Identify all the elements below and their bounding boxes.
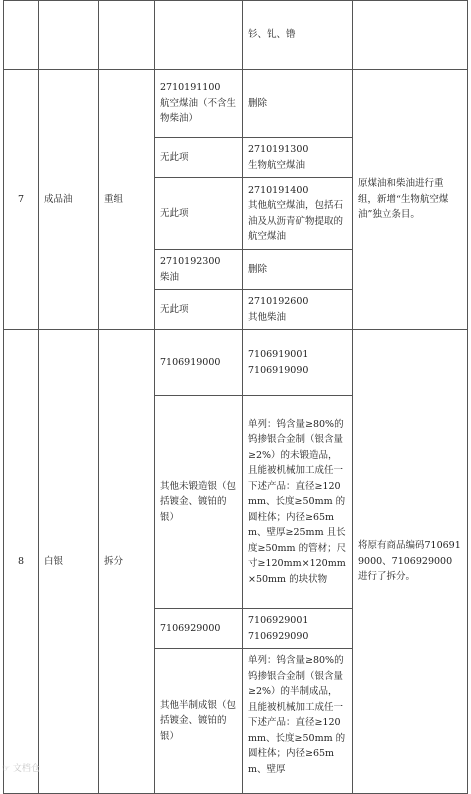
old-code-cell: 其他未锻造银（包括镀金、镀铂的银）: [155, 396, 243, 609]
new-code-cell: 2710191300 生物航空煤油: [243, 138, 353, 178]
action-cell: 拆分: [99, 330, 155, 794]
seq-cell: 8: [4, 330, 39, 794]
new-code-cell: 单列：钨含量≥80%的钨掺银合金制（银含量≥2%）的半制成品，且能被机械加工成任一下述产品：直径≥120mm、长度≥50mm 的圆柱体；内径≥65mm、壁厚: [243, 649, 353, 794]
old-code-cell: 2710192300 柴油: [155, 250, 243, 290]
category-cell: 成品油: [39, 70, 99, 330]
new-code-cell: 2710191400 其他航空煤油，包括石油及从沥青矿物提取的航空煤油: [243, 178, 353, 250]
new-code-cell: 2710192600 其他柴油: [243, 290, 353, 330]
old-code-cell: 7106919000: [155, 330, 243, 396]
old-code-cell: 无此项: [155, 138, 243, 178]
table-row: [4, 330, 468, 396]
old-code-cell: [155, 1, 243, 70]
new-code-cell: 删除: [243, 250, 353, 290]
note-cell: [353, 1, 468, 70]
seq-cell: [4, 1, 39, 70]
new-code-cell: 7106919001 7106919090: [243, 330, 353, 396]
old-code-cell: 2710191100 航空煤油（不含生物柴油）: [155, 70, 243, 138]
action-cell: 重组: [99, 70, 155, 330]
old-code-cell: 无此项: [155, 290, 243, 330]
tariff-change-table: [3, 0, 468, 794]
old-code-cell: 无此项: [155, 178, 243, 250]
seq-cell: 7: [4, 70, 39, 330]
note-cell: 将原有商品编码7106919000、7106929000 进行了拆分。: [353, 330, 468, 794]
action-cell: [99, 1, 155, 70]
category-cell: 白银: [39, 330, 99, 794]
table-row: [4, 70, 468, 138]
old-code-cell: 7106929000: [155, 609, 243, 649]
old-code-cell: 其他半制成银（包括镀金、镀铂的银）: [155, 649, 243, 794]
new-code-cell: 单列：钨含量≥80%的钨掺银合金制（银含量≥2%）的未锻造品，且能被机械加工成任一下述产品：直径≥120mm、长度≥50mm 的圆柱体；内径≥65mm、壁厚≥25mm 且长度≥50mm 的管材；尺寸≥120mm×120mm×50mm 的块状物: [243, 396, 353, 609]
category-cell: [39, 1, 99, 70]
new-code-cell: 删除: [243, 70, 353, 138]
watermark: ☞ 文档仓: [2, 764, 40, 774]
new-code-cell: 7106929001 7106929090: [243, 609, 353, 649]
note-cell: 原煤油和柴油进行重组，新增“生物航空煤油”独立条目。: [353, 70, 468, 330]
new-code-cell: 钐、钆、镥: [243, 1, 353, 70]
table-row: [4, 1, 468, 70]
